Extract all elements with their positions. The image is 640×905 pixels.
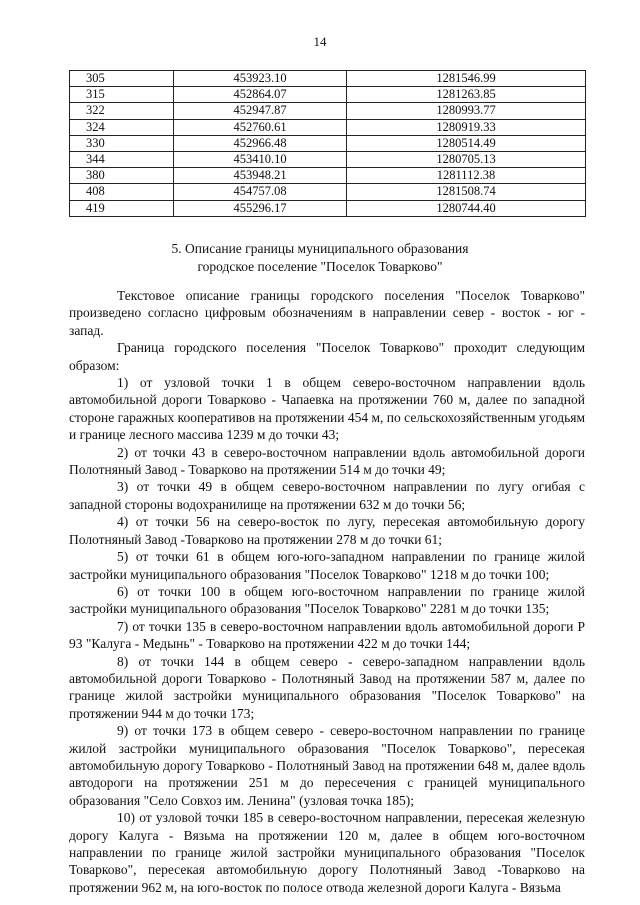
boundary-description [69, 287, 585, 896]
point-number-cell: 324 [70, 119, 174, 135]
point-number-cell: 305 [70, 71, 174, 87]
y-coordinate-cell: 1280993.77 [347, 103, 586, 119]
paragraph: 5) от точки 61 в общем юго-юго-западном направлении по границе жилой застройки муниципального образования "Поселок Товарково" 1218 м до точки 100; [69, 549, 585, 582]
paragraph: 3) от точки 49 в общем северо-восточном направлении по лугу огибая с западной стороны водохранилище на протяжении 632 м до точки 56; [69, 479, 585, 512]
point-number-cell: 380 [70, 168, 174, 184]
point-number-cell: 419 [70, 200, 174, 216]
page-number: 14 [313, 34, 327, 49]
y-coordinate-cell: 1280919.33 [347, 119, 586, 135]
point-number-cell: 344 [70, 151, 174, 167]
y-coordinate-cell: 1281546.99 [347, 71, 586, 87]
x-coordinate-cell: 453923.10 [174, 71, 347, 87]
x-coordinate-cell: 452864.07 [174, 87, 347, 103]
y-coordinate-cell: 1281508.74 [347, 184, 586, 200]
table-row [70, 103, 586, 119]
section-heading [0, 240, 640, 276]
paragraph: 7) от точки 135 в северо-восточном направлении вдоль автомобильной дороги Р 93 "Калуга - Медынь" - Товарково на протяжении 422 м до точки 144; [69, 618, 585, 652]
section-heading-line2: городское поселение "Поселок Товарково" [197, 259, 443, 274]
x-coordinate-cell: 455296.17 [174, 200, 347, 216]
paragraph: Текстовое описание границы городского поселения "Поселок Товарково" произведено согласно цифровым обозначениям в направлении север - восток - юг - запад. [69, 288, 585, 338]
coordinates-table [69, 70, 586, 217]
table-row [70, 200, 586, 216]
x-coordinate-cell: 452947.87 [174, 103, 347, 119]
point-number-cell: 330 [70, 135, 174, 151]
x-coordinate-cell: 454757.08 [174, 184, 347, 200]
section-heading-line1: 5. Описание границы муниципального образования [171, 241, 469, 256]
y-coordinate-cell: 1280744.40 [347, 200, 586, 216]
paragraph: Граница городского поселения "Поселок Товарково" проходит следующим образом: [69, 340, 585, 373]
point-number-cell: 315 [70, 87, 174, 103]
paragraph: 9) от точки 173 в общем северо - северо-восточном направлении по границе жилой застройки муниципального образования "Поселок Товарково", пересекая автомобильную дорогу Товарково - Полотняный Завод на протяжении 648 м, далее вдоль автодороги на протяжении 251 м до пересечения с границей муниципального образования "Село Совхоз им. Ленина" (узловая точка 185); [69, 723, 585, 808]
x-coordinate-cell: 452760.61 [174, 119, 347, 135]
x-coordinate-cell: 452966.48 [174, 135, 347, 151]
table-row [70, 168, 586, 184]
table-row [70, 119, 586, 135]
paragraph: 4) от точки 56 на северо-восток по лугу, пересекая автомобильную дорогу Полотняный Завод -Товарково на протяжении 278 м до точки 61; [69, 514, 585, 547]
paragraph: 2) от точки 43 в северо-восточном направлении вдоль автомобильной дороги Полотняный Завод - Товарково на протяжении 514 м до точки 49; [69, 444, 585, 478]
table-row [70, 151, 586, 167]
y-coordinate-cell: 1281263.85 [347, 87, 586, 103]
table-row [70, 87, 586, 103]
paragraph: 8) от точки 144 в общем северо - северо-западном направлении вдоль автомобильной дороги Товарково - Полотняный Завод на протяжении 587 м, далее по границе жилой застройки муниципального образования "Поселок Товарково" на протяжении 944 м до точки 173; [69, 653, 585, 721]
paragraph: 10) от узловой точки 185 в северо-восточном направлении, пересекая железную дорогу Калуга - Вязьма на протяжении 120 м, далее в общем юго-восточном направлении по границе жилой застройки муниципального образования "Поселок Товарково", пересекая автомобильную дорогу Полотняный Завод -Товарково на протяжении 962 м, на юго-восток по полосе отвода железной дороги Калуга - Вязьма [69, 810, 585, 895]
x-coordinate-cell: 453948.21 [174, 168, 347, 184]
paragraph: 1) от узловой точки 1 в общем северо-восточном направлении вдоль автомобильной дороги Товарково - Чапаевка на протяжении 760 м, далее по западной стороне гаражных кооперативов на протяжении 454 м, по сельскохозяйственным угодьям и границе лесного массива 1239 м до точки 43; [69, 375, 585, 443]
point-number-cell: 322 [70, 103, 174, 119]
table-row [70, 135, 586, 151]
y-coordinate-cell: 1280514.49 [347, 135, 586, 151]
paragraph: 6) от точки 100 в общем юго-восточном направлении по границе жилой застройки муниципального образования "Поселок Товарково" 2281 м до точки 135; [69, 583, 585, 617]
y-coordinate-cell: 1281112.38 [347, 168, 586, 184]
x-coordinate-cell: 453410.10 [174, 151, 347, 167]
table-row [70, 71, 586, 87]
y-coordinate-cell: 1280705.13 [347, 151, 586, 167]
point-number-cell: 408 [70, 184, 174, 200]
table-row [70, 184, 586, 200]
